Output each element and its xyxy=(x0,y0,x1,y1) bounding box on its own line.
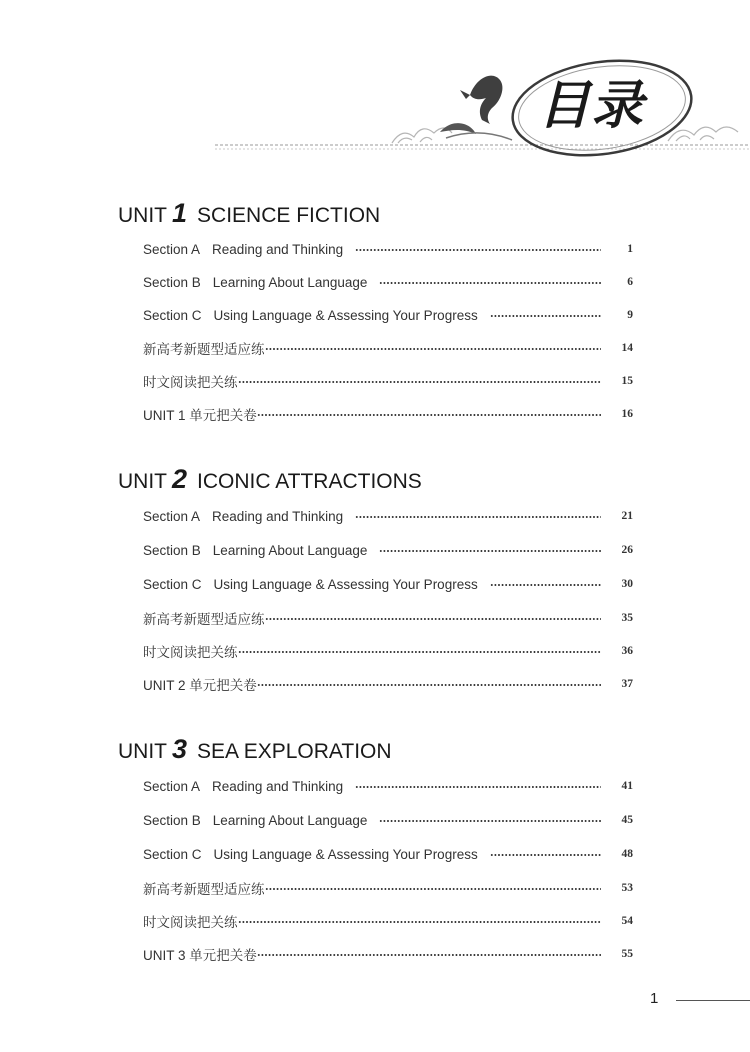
unit-heading xyxy=(118,461,422,497)
entry-label: Section A xyxy=(143,778,201,794)
unit-prefix: UNIT xyxy=(118,470,167,493)
toc-entry[interactable] xyxy=(143,506,633,526)
entry-label: 新高考新题型适应练 xyxy=(143,882,265,897)
entry-label: UNIT 1 单元把关卷 xyxy=(143,408,257,423)
toc-entry[interactable] xyxy=(143,608,633,628)
entry-page-number: 9 xyxy=(627,309,633,321)
entry-label: Section A xyxy=(143,241,201,257)
unit-name: SCIENCE FICTION xyxy=(197,204,381,227)
leaping-fish-icon xyxy=(440,76,512,140)
entry-title: Learning About Language xyxy=(212,542,368,558)
unit-heading xyxy=(118,195,380,231)
toc-entry[interactable] xyxy=(143,371,633,391)
entry-page-number: 45 xyxy=(621,814,633,826)
entry-title: Reading and Thinking xyxy=(212,241,344,257)
toc-entry[interactable] xyxy=(143,338,633,358)
entry-page-number: 41 xyxy=(621,780,633,792)
entry-title: Using Language & Assessing Your Progress xyxy=(213,846,478,862)
entry-label: UNIT 3 单元把关卷 xyxy=(143,948,257,963)
entry-page-number: 16 xyxy=(621,408,633,420)
dot-leader xyxy=(257,954,601,956)
toc-entry[interactable] xyxy=(143,810,633,830)
dot-leader xyxy=(490,315,601,317)
unit-name: ICONIC ATTRACTIONS xyxy=(197,470,422,493)
entry-page-number: 26 xyxy=(621,544,633,556)
footer-rule xyxy=(676,1000,750,1001)
entry-page-number: 6 xyxy=(627,276,633,288)
unit-number: 2 xyxy=(172,464,188,494)
toc-entry[interactable] xyxy=(143,844,633,864)
entry-page-number: 14 xyxy=(621,342,633,354)
dot-leader xyxy=(265,888,602,890)
entry-label: Section A xyxy=(143,508,201,524)
entry-label: 时文阅读把关练 xyxy=(143,375,238,390)
entry-label: Section C xyxy=(143,846,202,862)
entry-title: Using Language & Assessing Your Progress xyxy=(213,307,478,323)
unit-prefix: UNIT xyxy=(118,740,167,763)
entry-page-number: 54 xyxy=(621,915,633,927)
unit-heading xyxy=(118,731,392,767)
entry-label: 新高考新题型适应练 xyxy=(143,342,265,357)
entry-page-number: 1 xyxy=(627,243,633,255)
entry-page-number: 30 xyxy=(621,578,633,590)
dot-leader xyxy=(355,249,601,251)
toc-entry[interactable] xyxy=(143,674,633,694)
toc-entry[interactable] xyxy=(143,404,633,424)
entry-page-number: 55 xyxy=(621,948,633,960)
entry-label: Section C xyxy=(143,576,202,592)
entry-page-number: 53 xyxy=(621,882,633,894)
entry-label: Section B xyxy=(143,274,201,290)
entry-page-number: 36 xyxy=(621,645,633,657)
entry-label: 新高考新题型适应练 xyxy=(143,612,265,627)
unit-number: 1 xyxy=(172,198,188,228)
toc-entry[interactable] xyxy=(143,878,633,898)
dot-leader xyxy=(490,854,601,856)
dot-leader xyxy=(238,921,602,923)
dot-leader xyxy=(490,584,601,586)
entry-title: Learning About Language xyxy=(212,274,368,290)
toc-entry[interactable] xyxy=(143,540,633,560)
toc-entry[interactable] xyxy=(143,574,633,594)
entry-page-number: 37 xyxy=(621,678,633,690)
entry-label: Section C xyxy=(143,307,202,323)
entry-title: Using Language & Assessing Your Progress xyxy=(213,576,478,592)
toc-entry[interactable] xyxy=(143,239,633,259)
dot-leader xyxy=(355,786,601,788)
dot-leader xyxy=(379,550,601,552)
toc-entry[interactable] xyxy=(143,272,633,292)
unit-number: 3 xyxy=(172,734,188,764)
entry-title: Reading and Thinking xyxy=(212,778,344,794)
entry-label: 时文阅读把关练 xyxy=(143,915,238,930)
toc-entry[interactable] xyxy=(143,641,633,661)
entry-page-number: 15 xyxy=(621,375,633,387)
dot-leader xyxy=(257,414,601,416)
toc-entry[interactable] xyxy=(143,305,633,325)
entry-title: Learning About Language xyxy=(212,812,368,828)
page-title: 目录 xyxy=(538,76,645,136)
dot-leader xyxy=(257,684,601,686)
page-number: 1 xyxy=(650,990,659,1007)
toc-entry[interactable] xyxy=(143,776,633,796)
dot-leader xyxy=(265,348,602,350)
entry-title: Reading and Thinking xyxy=(212,508,344,524)
dot-leader xyxy=(238,381,602,383)
dot-leader xyxy=(238,651,602,653)
toc-entry[interactable] xyxy=(143,944,633,964)
dot-leader xyxy=(379,282,601,284)
entry-page-number: 21 xyxy=(621,510,633,522)
dot-leader xyxy=(265,618,602,620)
entry-label: Section B xyxy=(143,812,201,828)
entry-page-number: 48 xyxy=(621,848,633,860)
entry-page-number: 35 xyxy=(621,612,633,624)
entry-label: 时文阅读把关练 xyxy=(143,645,238,660)
entry-label: UNIT 2 单元把关卷 xyxy=(143,678,257,693)
dot-leader xyxy=(355,516,601,518)
header-banner xyxy=(0,0,750,170)
toc-entry[interactable] xyxy=(143,911,633,931)
unit-name: SEA EXPLORATION xyxy=(197,740,392,763)
entry-label: Section B xyxy=(143,542,201,558)
dot-leader xyxy=(379,820,601,822)
unit-prefix: UNIT xyxy=(118,204,167,227)
